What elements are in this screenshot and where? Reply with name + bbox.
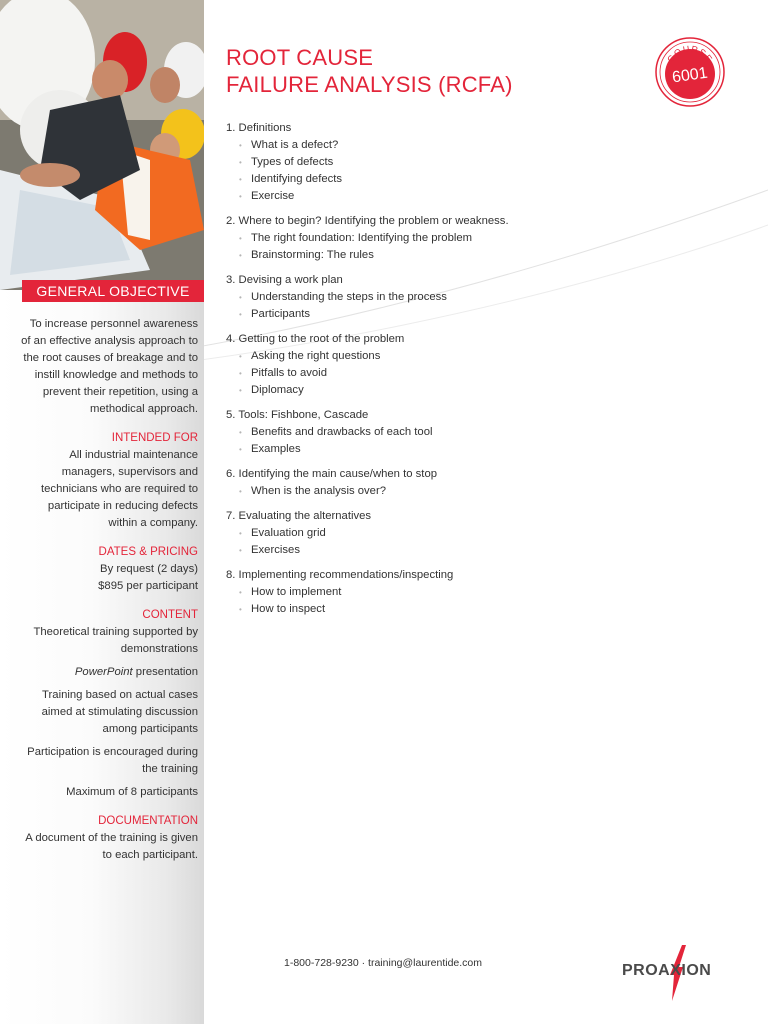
outline-item [226,601,746,618]
course-outline [226,120,746,626]
outline-item-text: How to implement [251,586,342,598]
outline-item [226,247,746,264]
outline-item [226,584,746,601]
outline-item [226,230,746,247]
outline-section [226,567,746,618]
content-item: Training based on actual cases aimed at stimulating discussion among participants [41,689,198,735]
outline-item [226,382,746,399]
course-stamp [654,36,726,108]
outline-item-text: Types of defects [251,156,334,168]
bullet-icon: • [239,386,242,395]
outline-section-title: 7. Evaluating the alternatives [226,510,372,522]
content-item: Theoretical training supported by demonstrations [33,626,198,655]
powerpoint-rest: presentation [132,666,198,678]
outline-item [226,424,746,441]
outline-item-text: Examples [251,443,301,455]
outline-section-title: 2. Where to begin? Identifying the problem or weakness. [226,215,509,227]
outline-section [226,331,746,399]
outline-item-text: Brainstorming: The rules [251,249,374,261]
outline-section-title: 1. Definitions [226,122,292,134]
outline-item-text: What is a defect? [251,139,339,151]
powerpoint-name: PowerPoint [74,666,133,678]
outline-section-title: 4. Getting to the root of the problem [226,333,405,345]
workers-photo [0,0,204,290]
outline-item-text: Diplomacy [251,384,304,396]
outline-item-text: Benefits and drawbacks of each tool [251,426,433,438]
sidebar-content [18,316,198,870]
bullet-icon: • [239,192,242,201]
outline-section [226,272,746,323]
content-item-powerpoint [18,664,198,681]
outline-section-title: 8. Implementing recommendations/inspecting [226,569,454,581]
content-heading: CONTENT [142,609,198,621]
sidebar [0,0,204,1024]
course-number: 6001 [671,64,709,87]
title-line-1: ROOT CAUSE [226,45,374,70]
outline-section-title: 6. Identifying the main cause/when to stop [226,468,438,480]
bullet-icon: • [239,529,242,538]
outline-item-text: Identifying defects [251,173,343,185]
dates-pricing-heading: DATES & PRICING [98,546,198,558]
content-item: Maximum of 8 participants [66,786,198,798]
content-item: Participation is encouraged during the training [27,746,198,775]
outline-section-title: 5. Tools: Fishbone, Cascade [226,409,369,421]
outline-section [226,466,746,500]
outline-item [226,171,746,188]
outline-section [226,407,746,458]
outline-section [226,508,746,559]
page-title [226,44,513,98]
outline-section-title: 3. Devising a work plan [226,274,343,286]
bullet-icon: • [239,141,242,150]
outline-item-text: The right foundation: Identifying the problem [251,232,473,244]
bullet-icon: • [239,428,242,437]
outline-item [226,365,746,382]
general-objective-heading: GENERAL OBJECTIVE [22,280,204,302]
bullet-icon: • [239,175,242,184]
outline-item-text: Understanding the steps in the process [251,291,447,303]
bullet-icon: • [239,546,242,555]
documentation-heading: DOCUMENTATION [98,815,198,827]
objective-text: To increase personnel awareness of an effective analysis approach to the root causes of breakage and to instill knowledge and methods to prevent their repetition, using a methodical approach. [21,318,198,415]
bullet-icon: • [239,352,242,361]
outline-section [226,120,746,205]
intended-for-text: All industrial maintenance managers, supervisors and technicians who are required to participate in reducing defects within a company. [41,449,198,529]
outline-item-text: Asking the right questions [251,350,381,362]
outline-item [226,542,746,559]
outline-item [226,289,746,306]
bullet-icon: • [239,605,242,614]
bullet-icon: • [239,310,242,319]
outline-item [226,483,746,500]
price-text: $895 per participant [98,580,198,592]
dates-text: By request (2 days) [100,563,198,575]
logo-text: PROAXION [622,962,712,979]
outline-item [226,348,746,365]
proaxion-logo [622,945,726,1001]
documentation-text: A document of the training is given to each participant. [25,832,198,861]
bullet-icon: • [239,588,242,597]
outline-item [226,306,746,323]
bullet-icon: • [239,369,242,378]
outline-item [226,137,746,154]
contact-info: 1-800-728-9230 · training@laurentide.com [284,957,483,969]
outline-item-text: When is the analysis over? [251,485,387,497]
outline-item-text: Pitfalls to avoid [251,367,327,379]
title-line-2: FAILURE ANALYSIS (RCFA) [226,72,513,97]
course-label: COURSE [665,43,715,65]
bullet-icon: • [239,251,242,260]
outline-item [226,441,746,458]
outline-section [226,213,746,264]
bullet-icon: • [239,445,242,454]
outline-item-text: Exercise [251,190,295,202]
intended-for-heading: INTENDED FOR [111,432,198,444]
bullet-icon: • [239,487,242,496]
outline-item [226,188,746,205]
bullet-icon: • [239,234,242,243]
outline-item-text: Evaluation grid [251,527,326,539]
outline-item [226,525,746,542]
outline-item [226,154,746,171]
bullet-icon: • [239,293,242,302]
outline-item-text: Exercises [251,544,300,556]
outline-item-text: Participants [251,308,311,320]
outline-item-text: How to inspect [251,603,326,615]
bullet-icon: • [239,158,242,167]
